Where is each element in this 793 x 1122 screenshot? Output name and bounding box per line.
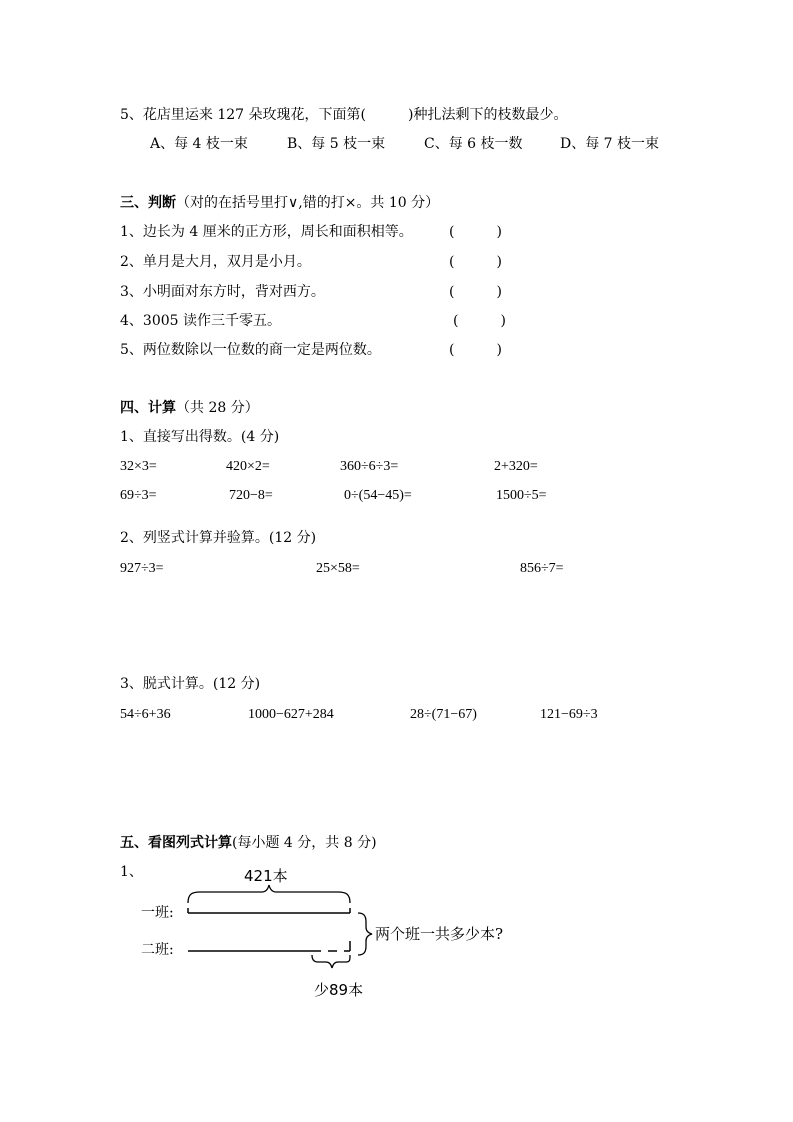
option-b: B、每 5 枝一束 <box>287 136 386 152</box>
right-brace <box>358 913 372 955</box>
diagram-top-label: 421本 <box>244 867 288 885</box>
calc-p1-r2-c4: 1500÷5= <box>496 488 547 503</box>
diagram-heading: 五、看图列式计算 <box>120 835 232 851</box>
question-5: 5、花店里运来 127 朵玫瑰花，下面第( )种扎法剩下的枝数最少。 <box>120 107 568 123</box>
calc-p1-r1-c3: 360÷6÷3= <box>340 459 399 474</box>
judge-item-2: 2、单月是大月，双月是小月。 <box>120 254 311 270</box>
judge-heading: 三、判断 <box>120 195 176 211</box>
calc-p3-c3: 28÷(71−67) <box>410 707 477 722</box>
judge-item-1: 1、边长为 4 厘米的正方形，周长和面积相等。 <box>120 224 413 240</box>
calc-part2-title: 2、列竖式计算并验算。(12 分) <box>120 530 317 546</box>
bottom-brace <box>312 955 350 968</box>
judge-paren-5: ( ) <box>449 342 502 358</box>
calc-p1-r1-c2: 420×2= <box>226 459 270 474</box>
calc-p2-c3: 856÷7= <box>520 561 564 576</box>
judge-paren-2: ( ) <box>449 254 502 270</box>
diagram-note: (每小题 4 分，共 8 分) <box>232 835 377 851</box>
calc-p3-c4: 121−69÷3 <box>540 707 598 722</box>
calc-heading: 四、计算 <box>120 400 176 416</box>
top-brace <box>188 885 350 903</box>
diagram-bottom-label: 少89本 <box>314 981 364 999</box>
calc-p3-c1: 54÷6+36 <box>120 707 171 722</box>
calc-p3-c2: 1000−627+284 <box>248 707 334 722</box>
judge-item-4: 4、3005 读作三千零五。 <box>120 313 281 329</box>
calc-p1-r1-c4: 2+320= <box>494 459 538 474</box>
judge-note: （对的在括号里打∨,错的打×。共 10 分） <box>176 195 440 211</box>
calc-p2-c1: 927÷3= <box>120 561 164 576</box>
option-d: D、每 7 枝一束 <box>560 136 660 152</box>
option-c: C、每 6 枝一数 <box>424 136 523 152</box>
diagram-item-number: 1、 <box>120 864 143 880</box>
judge-paren-1: ( ) <box>449 224 502 240</box>
diagram-class2-label: 二班: <box>141 942 174 958</box>
diagram-question: 两个班一共多少本? <box>375 925 504 943</box>
judge-item-3: 3、小明面对东方时，背对西方。 <box>120 284 325 300</box>
judge-paren-3: ( ) <box>449 284 502 300</box>
calc-part1-title: 1、直接写出得数。(4 分) <box>120 429 280 445</box>
calc-p1-r2-c2: 720−8= <box>229 488 273 503</box>
calc-p1-r2-c1: 69÷3= <box>120 488 157 503</box>
option-a: A、每 4 枝一束 <box>150 136 248 152</box>
calc-note: （共 28 分） <box>176 400 259 416</box>
calc-p1-r1-c1: 32×3= <box>120 459 157 474</box>
calc-part3-title: 3、脱式计算。(12 分) <box>120 676 261 692</box>
diagram-class1-label: 一班: <box>141 905 174 921</box>
calc-p1-r2-c3: 0÷(54−45)= <box>344 488 412 503</box>
judge-item-5: 5、两位数除以一位数的商一定是两位数。 <box>120 342 381 358</box>
judge-paren-4: ( ) <box>453 313 506 329</box>
calc-p2-c2: 25×58= <box>316 561 360 576</box>
